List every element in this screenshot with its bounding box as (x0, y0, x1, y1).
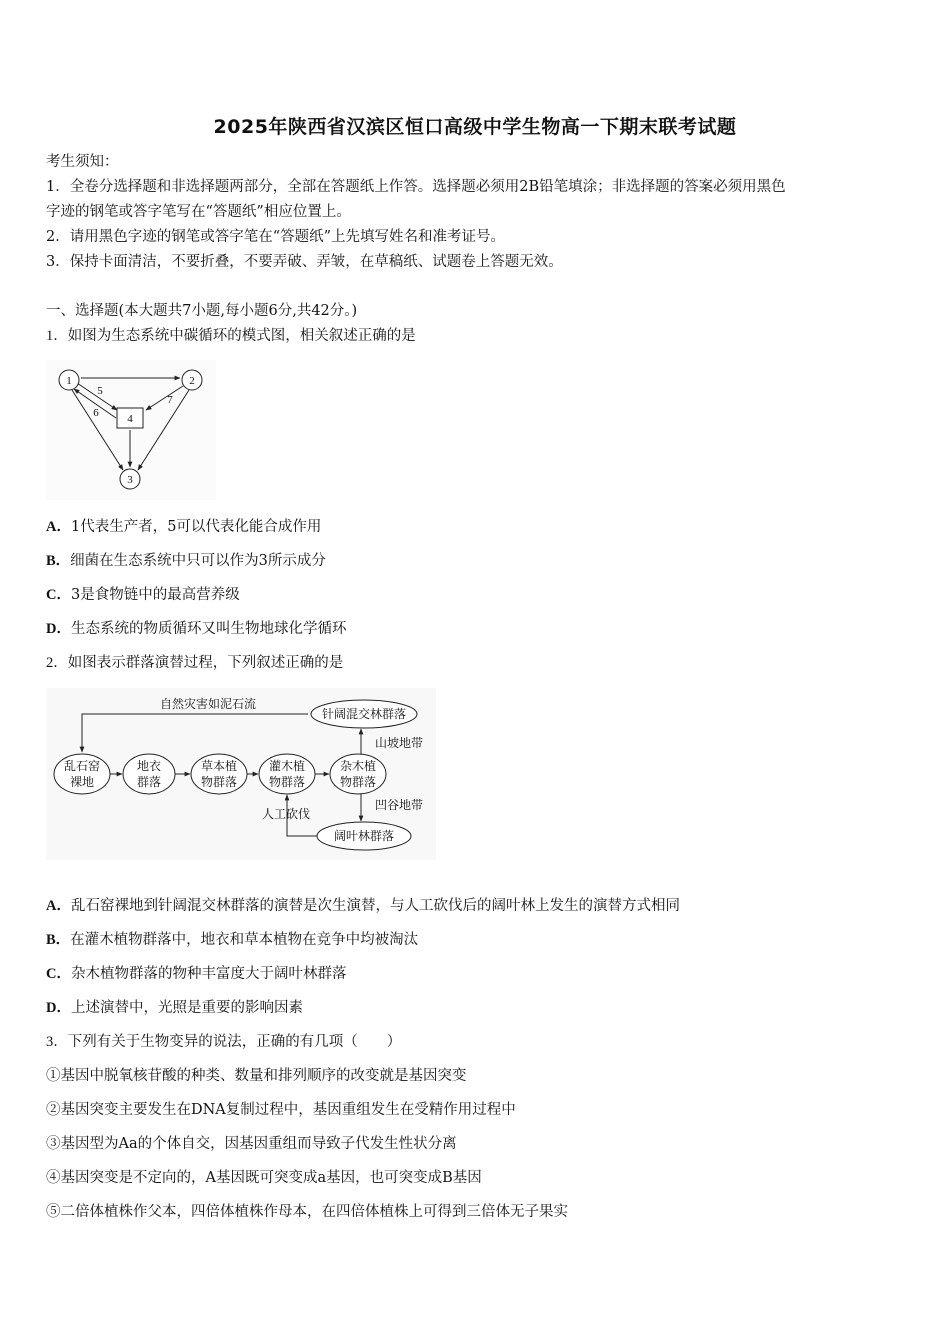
node-3-label: 3 (127, 474, 133, 486)
stage-shrub-l1: 灌木植 (268, 759, 306, 773)
q1-option-a (46, 517, 321, 537)
option-label: C． (46, 587, 71, 603)
q1-option-b (46, 551, 326, 571)
edge-label-5: 5 (97, 385, 103, 397)
q1-option-c (46, 585, 240, 605)
notice-item-2: 2．请用黑色字迹的钢笔或答字笔在“答题纸”上先填写姓名和准考证号。 (46, 229, 506, 245)
option-label: D． (46, 1000, 71, 1016)
carbon-cycle-diagram (46, 360, 216, 500)
question-number: 3． (46, 1034, 68, 1050)
option-text: 细菌在生态系统中只可以作为3所示成分 (70, 553, 326, 569)
node-2-label: 2 (189, 375, 195, 387)
stage-herb-l2: 物群落 (200, 775, 238, 789)
question-stem: 下列有关于生物变异的说法，正确的有几项（ ） (67, 1034, 402, 1050)
q2-option-a (46, 896, 680, 916)
option-text: 1代表生产者，5可以代表化能合成作用 (70, 519, 322, 535)
q2-option-c (46, 964, 346, 984)
question-stem: 如图表示群落演替过程，下列叙述正确的是 (67, 655, 344, 671)
option-label: B． (46, 932, 71, 948)
stage-shrub-l2: 物群落 (268, 775, 306, 789)
logging-label: 人工砍伐 (261, 807, 311, 821)
option-text: 3是食物链中的最高营养级 (70, 587, 240, 603)
q2-option-b (46, 930, 418, 950)
q3-statement-4: ④基因突变是不定向的，A基因既可突变成a基因，也可突变成B基因 (46, 1170, 482, 1186)
option-label: A． (46, 519, 71, 535)
stage-mixed-wood-l2: 物群落 (339, 775, 377, 789)
notice-heading: 考生须知： (46, 154, 119, 170)
option-label: A． (46, 898, 71, 914)
q3-statement-2: ②基因突变主要发生在DNA复制过程中，基因重组发生在受精作用过程中 (46, 1102, 516, 1118)
notice-item-1: 1．全卷分选择题和非选择题两部分，全部在答题纸上作答。选择题必须用2B铅笔填涂；非选择题的答案必须用黑色 (46, 179, 786, 195)
page-title: 2025年陕西省汉滨区恒口高级中学生物高一下期末联考试题 (213, 116, 737, 138)
option-label: C． (46, 966, 71, 982)
option-label: B． (46, 553, 71, 569)
option-text: 生态系统的物质循环又叫生物地球化学循环 (70, 621, 347, 637)
edge-label-7: 7 (167, 394, 173, 406)
notice-item-1-cont: 字迹的钢笔或答字笔写在“答题纸”相应位置上。 (46, 204, 351, 220)
question-stem: 如图为生态系统中碳循环的模式图，相关叙述正确的是 (67, 328, 416, 344)
valley-label: 凹谷地带 (374, 798, 424, 812)
q2-option-d (46, 998, 303, 1018)
mixed-forest-label: 针阔混交林群落 (321, 707, 407, 721)
disaster-label: 自然灾害如泥石流 (159, 697, 257, 711)
stage-mixed-wood-l1: 杂木植 (339, 759, 377, 773)
option-text: 乱石窑裸地到针阔混交林群落的演替是次生演替，与人工砍伐后的阔叶林上发生的演替方式相同 (70, 898, 680, 914)
option-text: 在灌木植物群落中，地衣和草本植物在竞争中均被淘汰 (70, 932, 419, 948)
option-text: 杂木植物群落的物种丰富度大于阔叶林群落 (70, 966, 347, 982)
node-4-label: 4 (127, 413, 133, 425)
succession-diagram (46, 688, 436, 860)
q3-statement-1: ①基因中脱氧核苷酸的种类、数量和排列顺序的改变就是基因突变 (46, 1068, 467, 1084)
mountain-label: 山坡地带 (374, 736, 424, 750)
option-text: 上述演替中，光照是重要的影响因素 (70, 1000, 303, 1016)
stage-herb-l1: 草本植 (200, 759, 238, 773)
question-1 (46, 326, 416, 346)
question-number: 2． (46, 655, 68, 671)
q3-statement-5: ⑤二倍体植株作父本，四倍体植株作母本，在四倍体植株上可得到三倍体无子果实 (46, 1204, 568, 1220)
question-3 (46, 1032, 401, 1052)
option-label: D． (46, 621, 71, 637)
node-1-label: 1 (66, 375, 72, 387)
stage-bare-land-l2: 裸地 (69, 775, 95, 789)
stage-bare-land-l1: 乱石窑 (63, 759, 101, 773)
edge-label-6: 6 (93, 407, 99, 419)
question-number: 1． (46, 328, 68, 344)
broadleaf-forest-label: 阔叶林群落 (333, 829, 395, 843)
stage-lichen-l1: 地衣 (136, 759, 162, 773)
q3-statement-3: ③基因型为Aa的个体自交，因基因重组而导致子代发生性状分离 (46, 1136, 457, 1152)
q1-option-d (46, 619, 346, 639)
section-heading: 一、选择题(本大题共7小题,每小题6分,共42分。) (46, 303, 358, 319)
stage-lichen-l2: 群落 (136, 775, 162, 789)
question-2 (46, 653, 343, 673)
notice-item-3: 3．保持卡面清洁，不要折叠，不要弄破、弄皱，在草稿纸、试题卷上答题无效。 (46, 254, 563, 270)
